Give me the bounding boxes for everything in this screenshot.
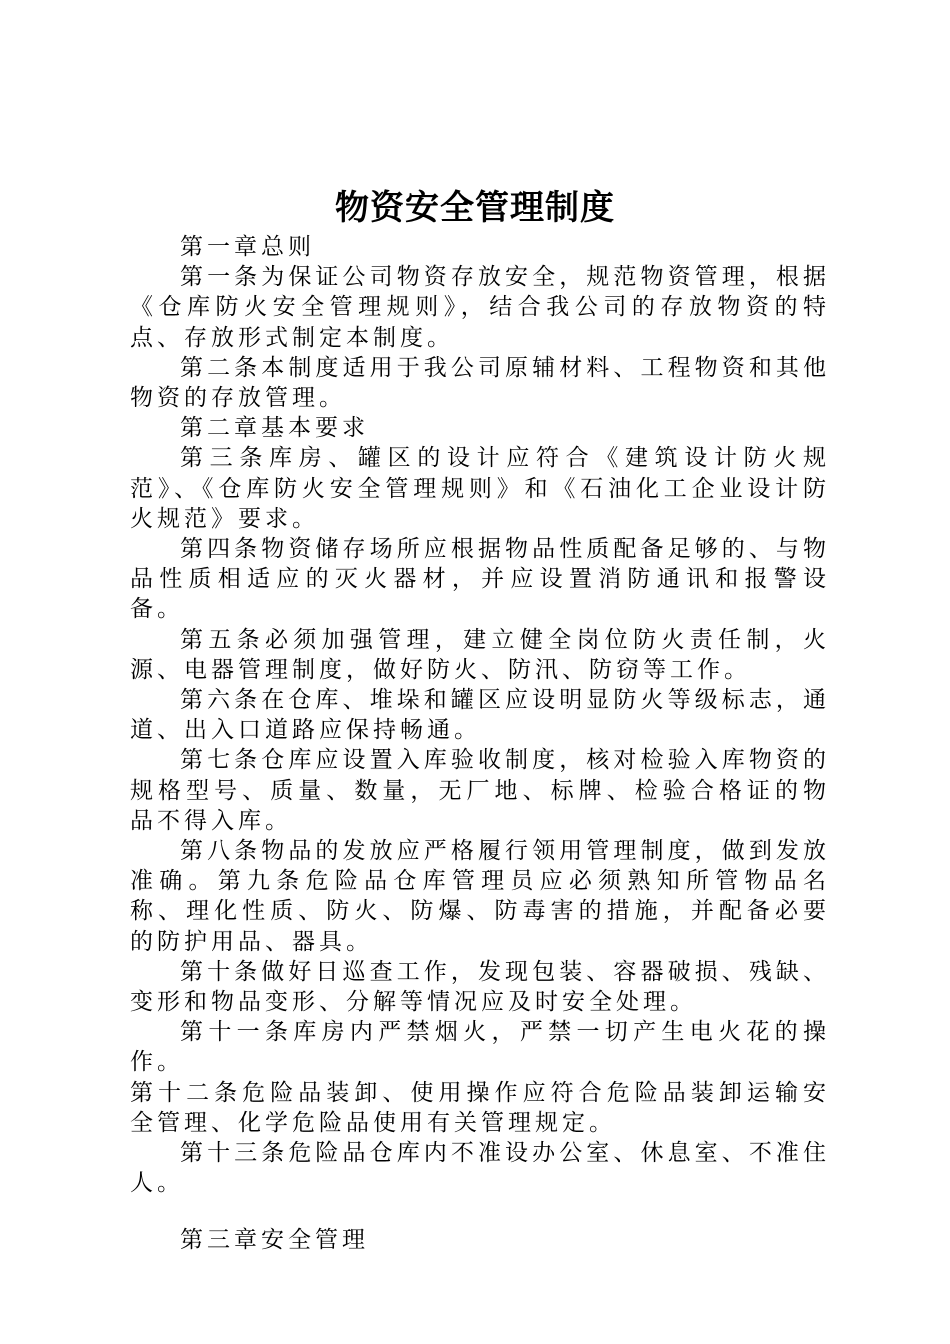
chapter-heading-1: 第一章总则 (180, 234, 315, 260)
article-1: 第一条为保证公司物资存放安全，规范物资管理，根据《仓库防火安全管理规则》，结合我公司的存放物资的特点、存放形式制定本制度。 (130, 264, 830, 351)
article-3: 第三条库房、罐区的设计应符合《建筑设计防火规范》、《仓库防火安全管理规则》和《石油化工企业设计防火规范》要求。 (130, 445, 830, 532)
document-title: 物资安全管理制度 (335, 188, 615, 228)
article-7: 第七条仓库应设置入库验收制度，核对检验入库物资的规格型号、质量、数量，无厂地、标牌、检验合格证的物品不得入库。 (130, 747, 830, 834)
paragraph-gap (130, 1199, 830, 1225)
article-5: 第五条必须加强管理，建立健全岗位防火责任制，火源、电器管理制度，做好防火、防汛、防窃等工作。 (130, 626, 830, 683)
article-8-9: 第八条物品的发放应严格履行领用管理制度，做到发放准确。第九条危险品仓库管理员应必须熟知所管物品名称、理化性质、防火、防爆、防毒害的措施，并配备必要的防护用品、器具。 (130, 838, 830, 955)
article-6: 第六条在仓库、堆垛和罐区应设明显防火等级标志，通道、出入口道路应保持畅通。 (130, 687, 830, 744)
document-body (130, 232, 830, 1255)
article-10: 第十条做好日巡查工作，发现包装、容器破损、残缺、变形和物品变形、分解等情况应及时安全处理。 (130, 958, 830, 1016)
article-11: 第十一条库房内严禁烟火，严禁一切产生电火花的操作。 (130, 1019, 830, 1076)
article-13: 第十三条危险品仓库内不准设办公室、休息室、不准住人。 (130, 1140, 830, 1197)
chapter-heading-3: 第三章安全管理 (180, 1226, 369, 1253)
article-12: 第十二条危险品装卸、使用操作应符合危险品装卸运输安全管理、化学危险品使用有关管理规定。 (130, 1079, 830, 1136)
article-4: 第四条物资储存场所应根据物品性质配备足够的、与物品性质相适应的灭火器材，并应设置消防通讯和报警设备。 (130, 536, 830, 623)
article-2: 第二条本制度适用于我公司原辅材料、工程物资和其他物资的存放管理。 (130, 354, 830, 412)
chapter-heading-2: 第二章基本要求 (180, 415, 369, 442)
